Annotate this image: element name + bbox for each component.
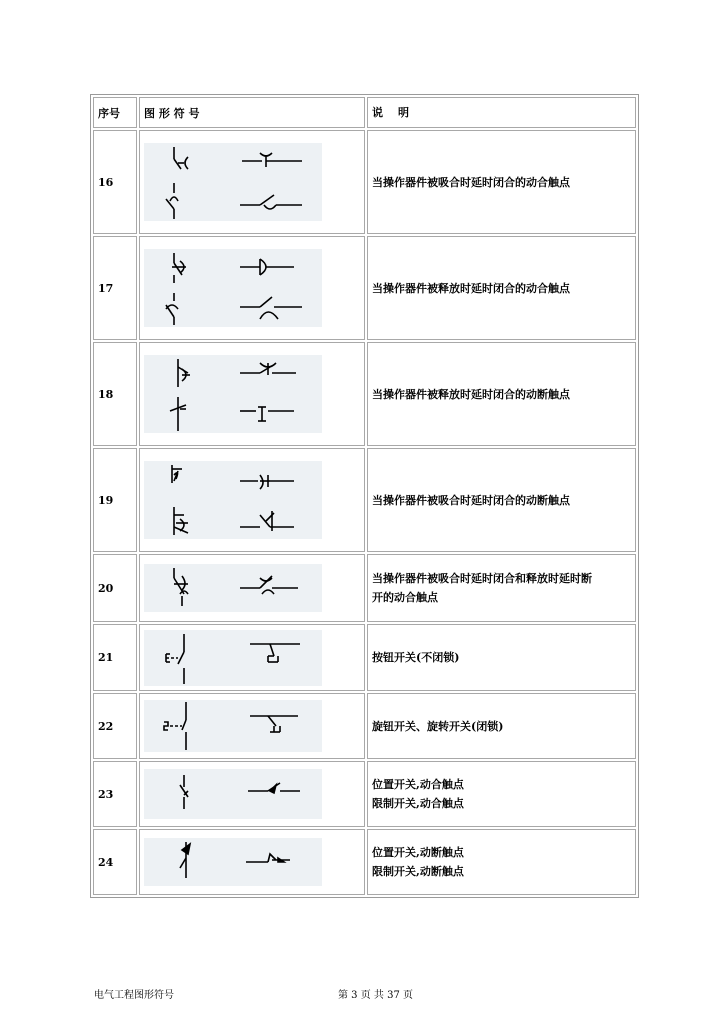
table-row	[93, 448, 636, 552]
row-symbol	[139, 342, 365, 446]
table-row	[93, 761, 636, 827]
table-row	[93, 693, 636, 759]
row-desc: 当操作器件被释放时延时闭合的动断触点	[367, 342, 636, 446]
row-desc: 位置开关,动合触点 限制开关,动合触点	[367, 761, 636, 827]
table-row	[93, 624, 636, 691]
row-symbol	[139, 829, 365, 895]
delay-on-close-break-contact-icon	[144, 461, 322, 539]
row-symbol	[139, 554, 365, 622]
position-switch-break-icon	[144, 838, 322, 886]
row-desc: 当操作器件被吸合时延时闭合的动断触点	[367, 448, 636, 552]
row-no: 17	[93, 236, 137, 340]
delay-on-close-make-contact-icon	[144, 143, 322, 221]
position-switch-make-icon	[144, 769, 322, 819]
table-row	[93, 829, 636, 895]
delay-off-close-make-contact-icon	[144, 249, 322, 327]
row-desc: 当操作器件被吸合时延时闭合和释放时延时断 开的动合触点	[367, 554, 636, 622]
row-no: 22	[93, 693, 137, 759]
row-symbol	[139, 761, 365, 827]
table-row	[93, 130, 636, 234]
row-symbol	[139, 236, 365, 340]
delay-off-close-break-contact-icon	[144, 355, 322, 433]
row-symbol	[139, 624, 365, 691]
row-no: 16	[93, 130, 137, 234]
row-no: 19	[93, 448, 137, 552]
table-header-row	[93, 97, 636, 128]
table-row	[93, 236, 636, 340]
header-desc: 说 明	[367, 97, 636, 128]
row-desc: 当操作器件被释放时延时闭合的动合触点	[367, 236, 636, 340]
row-symbol	[139, 693, 365, 759]
row-no: 23	[93, 761, 137, 827]
row-no: 18	[93, 342, 137, 446]
row-desc: 位置开关,动断触点 限制开关,动断触点	[367, 829, 636, 895]
table-row	[93, 554, 636, 622]
footer-doc-title: 电气工程图形符号	[94, 990, 174, 1001]
row-desc: 当操作器件被吸合时延时闭合的动合触点	[367, 130, 636, 234]
table-row	[93, 342, 636, 446]
header-no: 序号	[93, 97, 137, 128]
row-symbol	[139, 448, 365, 552]
row-no: 24	[93, 829, 137, 895]
delay-on-off-make-contact-icon	[144, 564, 322, 612]
symbol-table	[90, 94, 639, 898]
rotary-switch-icon	[144, 700, 322, 752]
footer-page-number: 第 3 页 共 37 页	[338, 990, 413, 1001]
header-symbol: 图 形 符 号	[139, 97, 365, 128]
push-button-switch-icon	[144, 630, 322, 686]
row-no: 21	[93, 624, 137, 691]
row-no: 20	[93, 554, 137, 622]
row-symbol	[139, 130, 365, 234]
row-desc: 按钮开关(不闭锁)	[367, 624, 636, 691]
row-desc: 旋钮开关、旋转开关(闭锁)	[367, 693, 636, 759]
